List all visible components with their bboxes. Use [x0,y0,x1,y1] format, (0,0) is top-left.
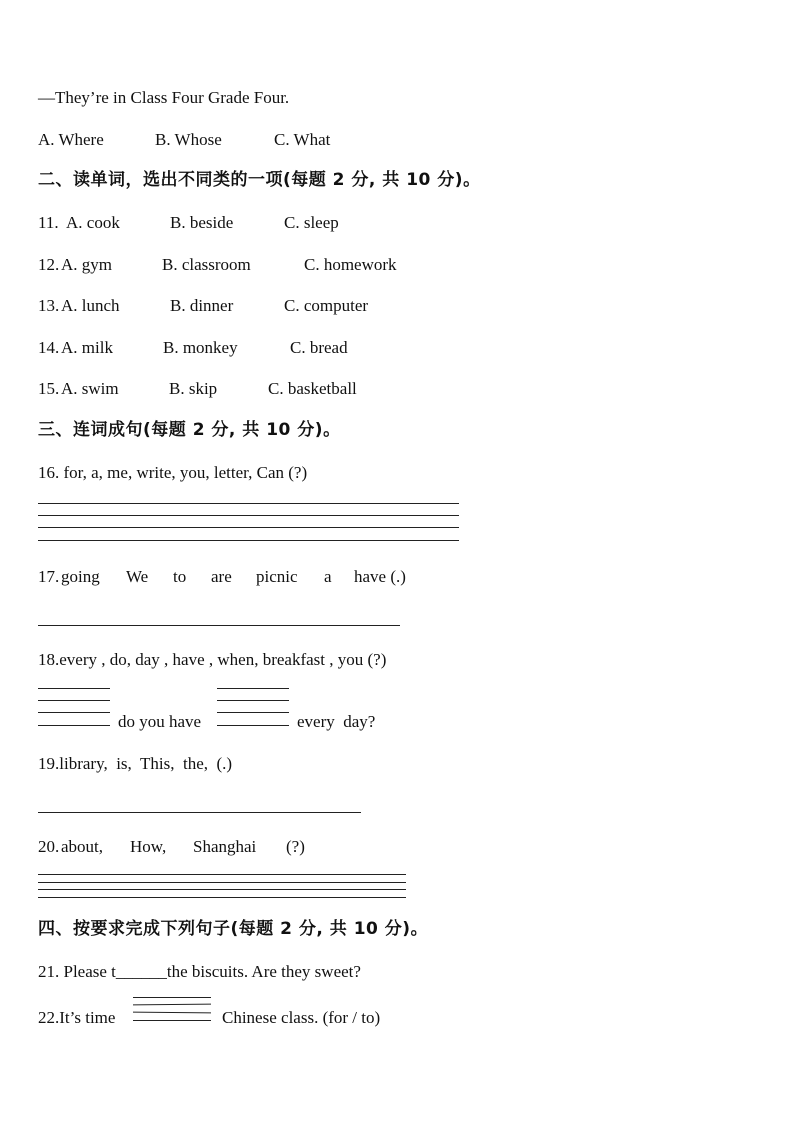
answer-line [133,1020,211,1021]
q18-end-text: every day? [297,712,376,731]
answer-line [38,515,459,516]
q10-answer-line: —They’re in Class Four Grade Four. [38,88,290,107]
answer-line [38,527,459,528]
q15-number: 15. [38,379,60,398]
q11-number: 11. [38,213,59,232]
q20-word: (?) [286,837,305,856]
q21-blank[interactable]: ______ [115,962,167,981]
q18-prompt: 18.every , do, day , have , when, breakfast , you (?) [38,650,387,669]
answer-line [217,725,289,726]
section2-heading: 二、读单词，选出不同类的一项(每题 2 分, 共 10 分)。 [38,170,481,190]
q12-option-c: C. homework [304,255,397,274]
q12-option-a: A. gym [61,255,112,274]
answer-line [133,997,211,998]
q17-word: are [211,567,232,586]
q15-option-a: A. swim [61,379,119,398]
q19-prompt: 19.library, is, This, the, (.) [38,754,233,773]
q17-word: have (.) [354,567,406,586]
q16-prompt: 16. for, a, me, write, you, letter, Can (?) [38,463,308,482]
answer-line [217,688,289,689]
q14-option-c: C. bread [290,338,348,357]
q17-word: going [61,567,100,586]
q17-word: to [173,567,187,586]
section3-heading: 三、连词成句(每题 2 分, 共 10 分)。 [38,420,341,440]
q11-option-a: A. cook [66,213,120,232]
answer-line [38,712,110,713]
q20-word: Shanghai [193,837,257,856]
q12-option-b: B. classroom [162,255,251,274]
q15-option-b: B. skip [169,379,218,398]
answer-line [38,503,459,504]
q20-word: about, [61,837,104,856]
q13-option-b: B. dinner [170,296,234,315]
q10-option-a: A. Where [38,130,104,149]
q22-text-after: Chinese class. (for / to) [222,1008,381,1027]
q17-word: a [324,567,332,586]
answer-line [217,700,289,701]
answer-line [133,1012,211,1014]
q20-word: How, [130,837,167,856]
q22-text-before: 22.It’s time [38,1008,116,1027]
answer-line [38,688,110,689]
q11-option-b: B. beside [170,213,234,232]
answer-line [38,889,406,890]
q17-answer-line[interactable] [38,625,400,626]
q13-number: 13. [38,296,60,315]
q17-word: picnic [256,567,298,586]
q17-word: We [126,567,149,586]
section4-heading: 四、按要求完成下列句子(每题 2 分, 共 10 分)。 [38,919,429,939]
answer-line [38,700,110,701]
q10-option-c: C. What [274,130,331,149]
q19-answer-line[interactable] [38,812,361,813]
q21-sentence [38,962,361,982]
q12-number: 12. [38,255,60,274]
answer-line [217,712,289,713]
q11-option-c: C. sleep [284,213,339,232]
answer-line [38,882,406,883]
answer-line [38,540,459,541]
q21-text-after: the biscuits. Are they sweet? [166,962,361,981]
q13-option-a: A. lunch [61,296,120,315]
answer-line [133,1004,211,1006]
q14-number: 14. [38,338,60,357]
q15-option-c: C. basketball [268,379,357,398]
q14-option-b: B. monkey [163,338,238,357]
q14-option-a: A. milk [61,338,113,357]
q13-option-c: C. computer [284,296,369,315]
q21-text-before: 21. Please t [38,962,116,981]
answer-line [38,897,406,898]
answer-line [38,874,406,875]
q18-middle-text: do you have [118,712,202,731]
q20-number: 20. [38,837,60,856]
q17-number: 17. [38,567,60,586]
answer-line [38,725,110,726]
q10-option-b: B. Whose [155,130,222,149]
